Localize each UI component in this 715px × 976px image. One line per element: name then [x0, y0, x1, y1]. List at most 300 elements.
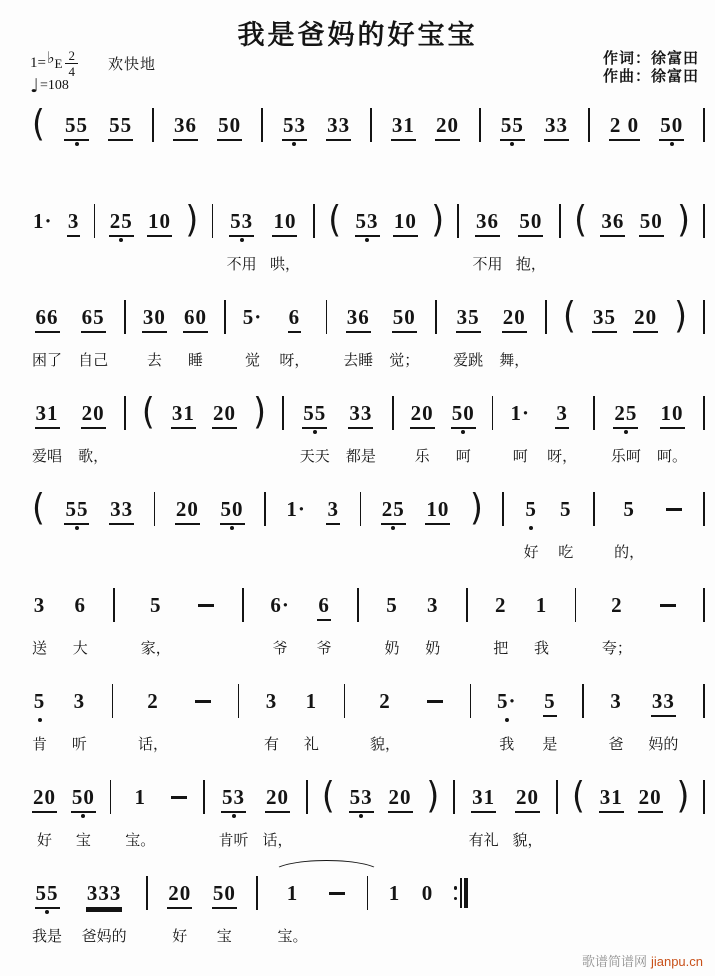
note-group [370, 689, 400, 755]
note-group [327, 881, 347, 947]
lyric-text: 有礼 [468, 833, 499, 849]
barline [94, 204, 96, 238]
thick-barline [464, 878, 468, 908]
note-number [515, 785, 540, 813]
lyric-text: 话， [262, 833, 293, 849]
note-digits: 1 [134, 785, 147, 809]
note-digits: 5· [242, 305, 263, 329]
lyric-text: 的， [614, 545, 645, 561]
note-group [657, 401, 687, 467]
note-group [425, 497, 450, 563]
lyric-text: 觉 [245, 353, 261, 369]
note-digits: 50 [212, 881, 237, 909]
duration-dash [195, 700, 211, 703]
octave-dot-slot [461, 429, 465, 437]
lyric-text: 有 [264, 737, 280, 753]
watermark-link[interactable]: jianpu.cn [650, 954, 703, 969]
note-group [167, 881, 192, 947]
barline [224, 300, 226, 334]
note-number [544, 113, 569, 141]
note-group [658, 593, 678, 659]
phrase-paren-close-icon: ) [677, 198, 690, 241]
note-number [212, 881, 237, 909]
note-digits: 50 [518, 209, 543, 237]
note-number [73, 689, 87, 717]
low-octave-dot [75, 526, 79, 530]
lyric-text: 爸 [608, 737, 624, 753]
lyric-text: 宝。 [125, 833, 156, 849]
barline [479, 108, 481, 142]
note-group [217, 113, 242, 179]
music-line [32, 593, 705, 689]
barline [703, 396, 705, 430]
note-digits: 65 [81, 305, 106, 333]
note-digits: 53 [221, 785, 246, 813]
note-group [147, 209, 172, 275]
note-group [496, 689, 518, 755]
barline [502, 492, 504, 526]
note-digits: 25 [613, 401, 638, 429]
barline [545, 300, 547, 334]
note-digits: 333 [86, 881, 123, 909]
note-number [149, 593, 163, 621]
note-digits: 1 [388, 881, 401, 905]
low-octave-dot [510, 142, 514, 146]
barline [575, 588, 577, 622]
phrase-paren-open-icon: ( [32, 486, 45, 529]
note-digits: 3 [427, 593, 439, 617]
note-group [32, 401, 62, 467]
note-number [67, 209, 81, 237]
note-digits: 33 [651, 689, 676, 717]
lyric-text: 都是 [345, 449, 376, 465]
note-number [633, 305, 658, 333]
barline [593, 492, 595, 526]
lyric-text: 我 [499, 737, 515, 753]
note-number [109, 209, 134, 237]
note-group [78, 305, 108, 371]
note-group [391, 113, 416, 179]
barline [326, 300, 328, 334]
barline [264, 492, 266, 526]
note-number [169, 785, 189, 813]
key-signature [30, 47, 156, 79]
duration-dash [198, 604, 214, 607]
note-group [355, 209, 380, 275]
lyric-text: 睡 [187, 353, 203, 369]
note-group [385, 593, 400, 659]
note-number [108, 113, 133, 141]
note-digits: 10 [425, 497, 450, 525]
barline [261, 108, 263, 142]
note-group [534, 593, 549, 659]
note-group [64, 113, 89, 179]
note-number [392, 305, 417, 333]
phrase-paren-close-icon: ) [253, 390, 266, 433]
note-digits: 10 [660, 401, 685, 429]
note-group [451, 401, 476, 467]
note-digits: 5 [33, 689, 46, 713]
quarter-note-icon: ♩ [30, 75, 39, 97]
note-digits: 3 [265, 689, 278, 713]
note-digits: 50 [217, 113, 242, 141]
barline [212, 204, 214, 238]
phrase-paren-open-icon: ( [141, 390, 155, 433]
barline [453, 780, 455, 814]
note-number [535, 593, 549, 621]
note-digits: 3 [555, 401, 569, 429]
note-number [35, 305, 60, 333]
note-number [381, 497, 406, 525]
note-number [142, 305, 167, 333]
lyric-text: 听 [71, 737, 87, 753]
lyric-text: 爷 [272, 641, 288, 657]
note-group [558, 497, 573, 563]
barline [559, 204, 561, 238]
note-number [272, 209, 297, 237]
lyric-text: 不用 [226, 257, 257, 273]
note-digits: 0 [421, 881, 434, 905]
flat-icon: ♭ [46, 47, 55, 67]
note-digits: 25 [381, 497, 406, 525]
note-group [469, 785, 499, 851]
note-digits: 55 [35, 881, 60, 909]
note-number [638, 785, 663, 813]
note-group [220, 497, 245, 563]
note-group [171, 401, 196, 467]
note-group [513, 785, 543, 851]
barline [435, 300, 437, 334]
note-group [219, 785, 249, 851]
note-digits: 50 [392, 305, 417, 333]
phrase-paren-open-icon: ( [563, 294, 576, 337]
note-number [81, 401, 106, 429]
note-number [348, 401, 373, 429]
duration-dash [427, 700, 443, 703]
low-octave-dot [240, 238, 244, 242]
note-number [659, 113, 684, 141]
note-group [109, 209, 134, 275]
key-signature-block [30, 47, 156, 97]
note-group [600, 209, 625, 275]
key-prefix: 1= [30, 54, 46, 71]
note-digits: 33 [348, 401, 373, 429]
note-digits: 20 [175, 497, 200, 525]
note-number [518, 209, 543, 237]
low-octave-dot [292, 142, 296, 146]
lyric-text: 不用 [472, 257, 503, 273]
tempo-marking [30, 75, 156, 97]
note-number [660, 401, 685, 429]
low-octave-dot [365, 238, 369, 242]
note-group [125, 785, 155, 851]
low-octave-dot [313, 430, 317, 434]
lyric-text: 自己 [78, 353, 109, 369]
note-group [82, 881, 127, 947]
note-number [242, 305, 264, 333]
barline [593, 396, 595, 430]
note-digits: 20 [388, 785, 413, 813]
note-group [500, 113, 525, 179]
note-number [32, 785, 57, 813]
note-number [286, 881, 300, 909]
lyricist-credit: 作词：徐富田 [602, 51, 699, 67]
note-digits: 20 [265, 785, 290, 813]
note-number [496, 689, 518, 717]
octave-dot-slot [313, 429, 317, 437]
octave-dot-slot [38, 717, 42, 725]
note-group [196, 593, 216, 659]
barline [588, 108, 590, 142]
score-lines [0, 102, 715, 976]
low-octave-dot [391, 526, 395, 530]
note-digits: 53 [349, 785, 374, 813]
lyric-text: 好 [523, 545, 539, 561]
note-number [451, 401, 476, 429]
note-digits: 10 [147, 209, 172, 237]
lyric-text: 奶 [384, 641, 400, 657]
lyric-text: 爱唱 [32, 449, 63, 465]
note-number [658, 593, 678, 621]
note-group [32, 593, 47, 659]
lyric-text: 乐 [414, 449, 430, 465]
note-digits: 2 [147, 689, 159, 713]
note-group [633, 305, 658, 371]
note-number [425, 497, 450, 525]
note-number [73, 593, 87, 621]
note-group [648, 689, 678, 755]
note-number [600, 209, 625, 237]
note-group [317, 593, 332, 659]
thin-barline [460, 878, 462, 908]
note-group [212, 881, 237, 947]
tempo-mood: 欢快地 [107, 56, 156, 73]
note-number [305, 689, 319, 717]
note-number [146, 689, 160, 717]
note-group [73, 593, 88, 659]
lyric-text: 呵 [512, 449, 528, 465]
phrase-paren-close-icon: ) [431, 198, 445, 241]
phrase-paren-open-icon: ( [32, 102, 45, 145]
note-group [173, 113, 198, 179]
phrase-paren-open-icon: ( [571, 774, 585, 817]
note-digits: 3 [33, 593, 46, 617]
note-number [471, 785, 496, 813]
note-number [33, 593, 47, 621]
note-group [659, 113, 684, 179]
note-number [639, 209, 664, 237]
barline [306, 780, 308, 814]
barline [238, 684, 240, 718]
low-octave-dot [529, 526, 533, 530]
note-number [71, 785, 96, 813]
note-digits: 2 0 [609, 113, 640, 141]
note-number [220, 497, 245, 525]
note-digits: 55 [500, 113, 525, 141]
note-number [346, 305, 371, 333]
barline [256, 876, 258, 910]
note-digits: 31 [599, 785, 624, 813]
note-digits: 50 [659, 113, 684, 141]
low-octave-dot [38, 718, 42, 722]
barline [203, 780, 205, 814]
note-group [609, 113, 640, 179]
music-line [32, 294, 705, 401]
note-digits: 5 [149, 593, 162, 617]
lyric-text: 奶 [425, 641, 441, 657]
lyric-text: 去睡 [343, 353, 374, 369]
octave-dot-slot [670, 141, 674, 149]
note-group [71, 785, 96, 851]
note-digits: 6 [288, 305, 302, 333]
octave-dot-slot [505, 717, 509, 725]
barline [556, 780, 558, 814]
note-digits: 36 [173, 113, 198, 141]
time-signature [65, 49, 78, 78]
low-octave-dot [624, 430, 628, 434]
barline [703, 300, 705, 334]
note-number [385, 593, 399, 621]
lyric-text: 妈的 [648, 737, 679, 753]
note-number [183, 305, 208, 333]
octave-dot-slot [391, 525, 395, 533]
note-number [664, 497, 684, 525]
note-digits: 36 [600, 209, 625, 237]
octave-dot-slot [510, 141, 514, 149]
note-number [221, 785, 246, 813]
note-digits: 5 [543, 689, 557, 717]
note-group [639, 209, 664, 275]
note-digits: 20 [410, 401, 435, 429]
music-line [32, 881, 468, 976]
note-digits: 6· [270, 593, 290, 617]
note-number [543, 689, 557, 717]
note-digits: 35 [456, 305, 481, 333]
note-group [493, 593, 508, 659]
note-number [613, 401, 638, 429]
lyric-text: 呵 [455, 449, 471, 465]
note-number [285, 497, 307, 525]
note-digits: 10 [393, 209, 418, 237]
lyric-text: 困了 [32, 353, 63, 369]
lyric-text: 我 [533, 641, 549, 657]
note-group [32, 881, 62, 947]
lyric-text: 肯 [32, 737, 48, 753]
phrase-paren-open-icon: ( [574, 198, 588, 241]
note-group [138, 689, 168, 755]
octave-dot-slot [119, 237, 123, 245]
octave-dot-slot [81, 813, 85, 821]
note-number [173, 113, 198, 141]
note-group [388, 785, 413, 851]
note-number [349, 785, 374, 813]
note-digits: 3 [326, 497, 340, 525]
barline [154, 492, 156, 526]
octave-dot-slot [232, 813, 236, 821]
note-group [664, 497, 684, 563]
note-group [67, 209, 81, 275]
barline [124, 300, 126, 334]
note-digits: 36 [475, 209, 500, 237]
lyric-text: 礼 [303, 737, 319, 753]
note-group [349, 785, 374, 851]
note-digits: 53 [282, 113, 307, 141]
note-group [388, 881, 402, 947]
note-number [651, 689, 676, 717]
lyric-text: 呀， [279, 353, 310, 369]
note-group [614, 497, 644, 563]
note-digits: 5 [386, 593, 398, 617]
note-number [502, 305, 527, 333]
note-group [343, 305, 373, 371]
note-group [78, 401, 108, 467]
note-group [326, 113, 351, 179]
note-number [35, 881, 60, 909]
note-digits: 35 [592, 305, 617, 333]
note-group [32, 785, 57, 851]
lyric-text: 是 [542, 737, 558, 753]
note-number [592, 305, 617, 333]
note-digits: 55 [64, 113, 89, 141]
note-digits: 33 [326, 113, 351, 141]
note-digits: 20 [32, 785, 57, 813]
barline [466, 588, 468, 622]
time-signature-beats: 2 [65, 49, 78, 64]
note-group [547, 401, 577, 467]
barline [703, 492, 705, 526]
note-group [421, 881, 435, 947]
note-digits: 50 [639, 209, 664, 237]
note-digits: 20 [502, 305, 527, 333]
note-group [169, 785, 189, 851]
low-octave-dot [230, 526, 234, 530]
note-number [559, 497, 573, 525]
note-digits: 31 [471, 785, 496, 813]
low-octave-dot [81, 814, 85, 818]
note-number [355, 209, 380, 237]
note-number [326, 497, 340, 525]
note-number [391, 113, 416, 141]
lyric-text: 话， [138, 737, 169, 753]
lyric-text: 我是 [32, 929, 63, 945]
barline [392, 396, 394, 430]
note-group [425, 689, 445, 755]
note-digits: 3 [67, 209, 81, 237]
watermark-site-name: 歌谱简谱网 [581, 954, 647, 969]
note-digits: 20 [81, 401, 106, 429]
lyric-text: 貌， [512, 833, 543, 849]
note-group [300, 401, 330, 467]
note-group [326, 497, 340, 563]
note-group [285, 497, 307, 563]
low-octave-dot [119, 238, 123, 242]
tempo-value: =108 [39, 78, 69, 93]
note-group [64, 497, 89, 563]
note-group [212, 401, 237, 467]
note-number [302, 401, 327, 429]
music-line [32, 689, 705, 785]
low-octave-dot [75, 142, 79, 146]
note-digits: 5· [497, 689, 517, 713]
note-digits: 10 [272, 209, 297, 237]
repeat-dots [454, 886, 458, 900]
note-number [609, 113, 640, 141]
lyric-text: 宝 [216, 929, 232, 945]
note-digits: 1· [33, 209, 53, 233]
octave-dot-slot [529, 525, 533, 533]
duration-dash [329, 892, 345, 895]
barline [457, 204, 459, 238]
